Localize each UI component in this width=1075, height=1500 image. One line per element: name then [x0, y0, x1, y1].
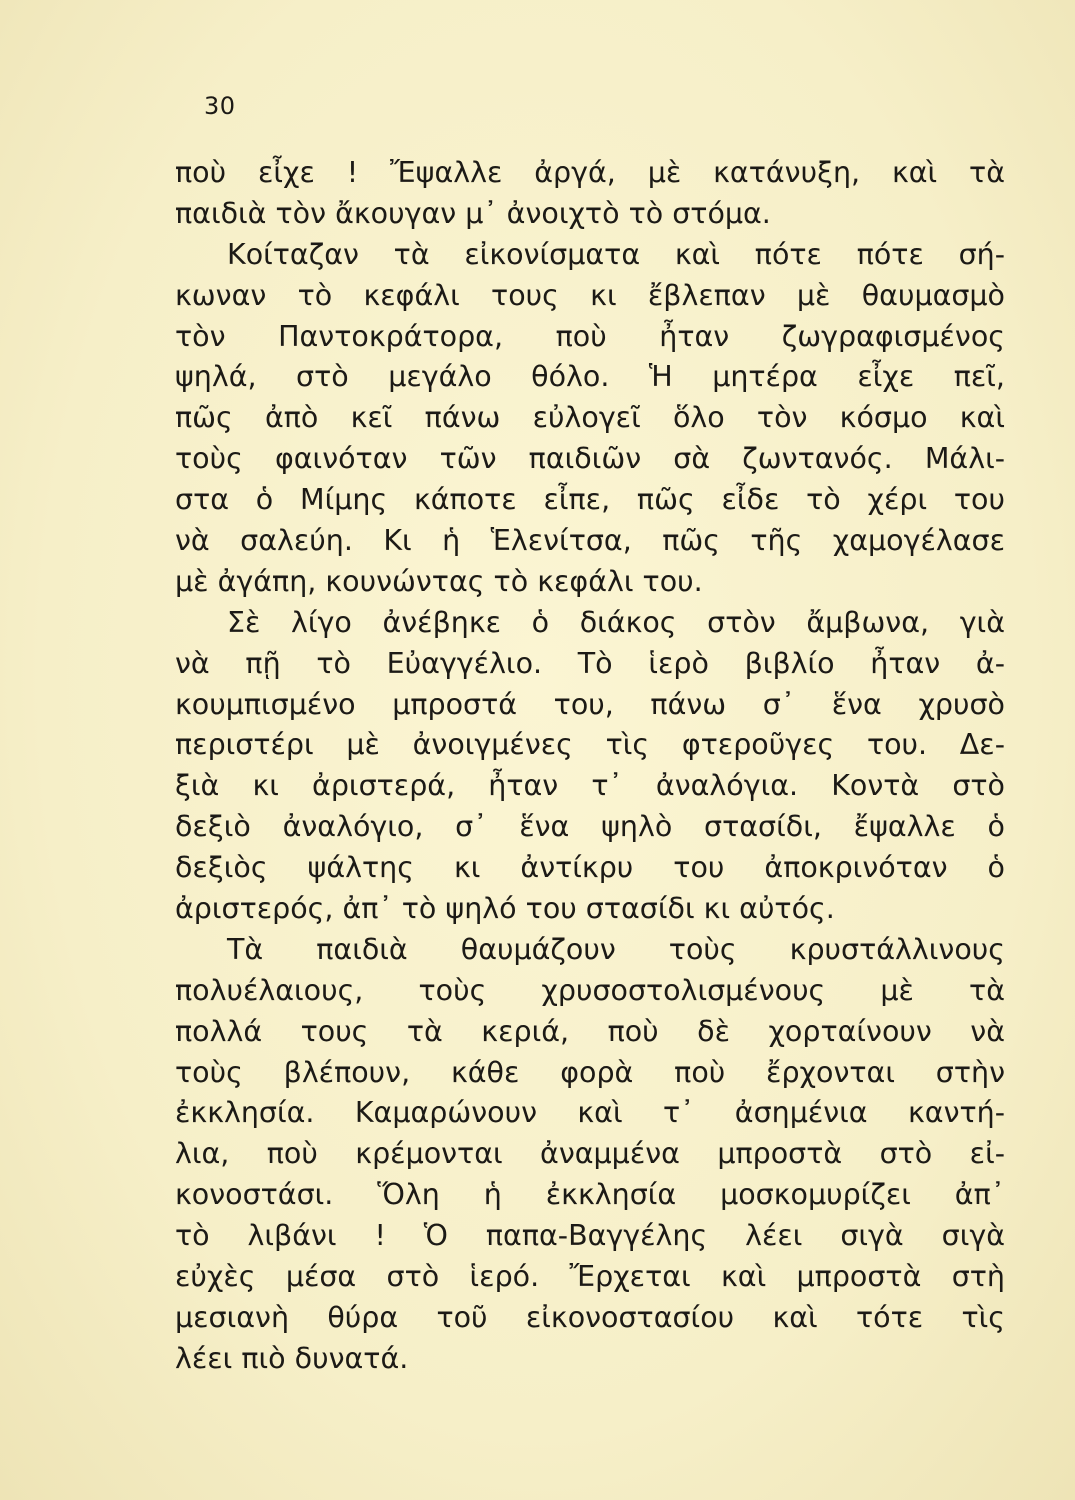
text-line: εὐχὲς μέσα στὸ ἱερό. Ἔρχεται καὶ μπροστὰ στὴ — [175, 1260, 1005, 1294]
text-line: περιστέρι μὲ ἀνοιγμένες τὶς φτεροῦγες του. Δε- — [175, 728, 1005, 762]
text-line: ἐκκλησία. Καμαρώνουν καὶ τ᾽ ἀσημένια καντή- — [175, 1096, 1005, 1130]
text-line: μεσιανὴ θύρα τοῦ εἰκονοστασίου καὶ τότε τὶς — [175, 1300, 1005, 1334]
text-line: ξιὰ κι ἀριστερά, ἦταν τ᾽ ἀναλόγια. Κοντὰ στὸ — [175, 769, 1005, 803]
text-line: λια, ποὺ κρέμονται ἀναμμένα μπροστὰ στὸ εἰ- — [175, 1137, 1005, 1171]
text-line: κονοστάσι. Ὅλη ἡ ἐκκλησία μοσκομυρίζει ἀπ᾽ — [175, 1178, 1005, 1212]
body-text — [175, 153, 1005, 1380]
text-line: τὸ λιβάνι ! Ὁ παπα-Βαγγέλης λέει σιγὰ σιγὰ — [175, 1219, 1005, 1253]
text-line: μὲ ἀγάπη, κουνώντας τὸ κεφάλι του. — [175, 564, 703, 598]
text-line: κουμπισμένο μπροστά του, πάνω σ᾽ ἕνα χρυσὸ — [175, 687, 1005, 721]
text-line: πολλά τους τὰ κεριά, ποὺ δὲ χορταίνουν νὰ — [175, 1014, 1005, 1048]
text-line: πῶς ἀπὸ κεῖ πάνω εὐλογεῖ ὅλο τὸν κόσμο καὶ — [175, 401, 1005, 435]
text-line: ποὺ εἶχε ! Ἔψαλλε ἀργά, μὲ κατάνυξη, καὶ τὰ — [175, 156, 1005, 189]
text-line: στα ὁ Μίμης κάποτε εἶπε, πῶς εἶδε τὸ χέρι του — [175, 483, 1005, 517]
text-line: νὰ πῇ τὸ Εὐαγγέλιο. Τὸ ἱερὸ βιβλίο ἦταν ἀ- — [175, 646, 1005, 680]
page-number: 30 — [204, 92, 236, 120]
text-line: λέει πιὸ δυνατά. — [175, 1341, 409, 1375]
text-line: τοὺς βλέπουν, κάθε φορὰ ποὺ ἔρχονται στὴν — [175, 1055, 1005, 1089]
paragraph-start-line: Τὰ παιδιὰ θαυμάζουν τοὺς κρυστάλλινους — [227, 932, 1005, 966]
text-line: ψηλά, στὸ μεγάλο θόλο. Ἡ μητέρα εἶχε πεῖ, — [175, 360, 1005, 394]
text-line: νὰ σαλεύη. Κι ἡ Ἑλενίτσα, πῶς τῆς χαμογέλασε — [175, 524, 1005, 558]
text-line: παιδιὰ τὸν ἄκουγαν μ᾽ ἀνοιχτὸ τὸ στόμα. — [175, 196, 771, 230]
paragraph-start-line: Κοίταζαν τὰ εἰκονίσματα καὶ πότε πότε σή- — [227, 237, 1005, 271]
text-line: δεξιὸ ἀναλόγιο, σ᾽ ἕνα ψηλὸ στασίδι, ἔψαλλε ὁ — [175, 810, 1005, 844]
text-line: ἀριστερός, ἀπ᾽ τὸ ψηλό του στασίδι κι αὐτός. — [175, 892, 835, 926]
text-line: πολυέλαιους, τοὺς χρυσοστολισμένους μὲ τὰ — [175, 973, 1005, 1007]
text-line: τοὺς φαινόταν τῶν παιδιῶν σὰ ζωντανός. Μάλι- — [175, 442, 1005, 476]
text-line: κωναν τὸ κεφάλι τους κι ἔβλεπαν μὲ θαυμασμὸ — [175, 278, 1005, 312]
paragraph-start-line: Σὲ λίγο ἀνέβηκε ὁ διάκος στὸν ἄμβωνα, γιὰ — [227, 605, 1005, 639]
text-line: τὸν Παντοκράτορα, ποὺ ἦταν ζωγραφισμένος — [175, 319, 1005, 353]
text-line: δεξιὸς ψάλτης κι ἀντίκρυ του ἀποκρινόταν ὁ — [175, 851, 1005, 885]
